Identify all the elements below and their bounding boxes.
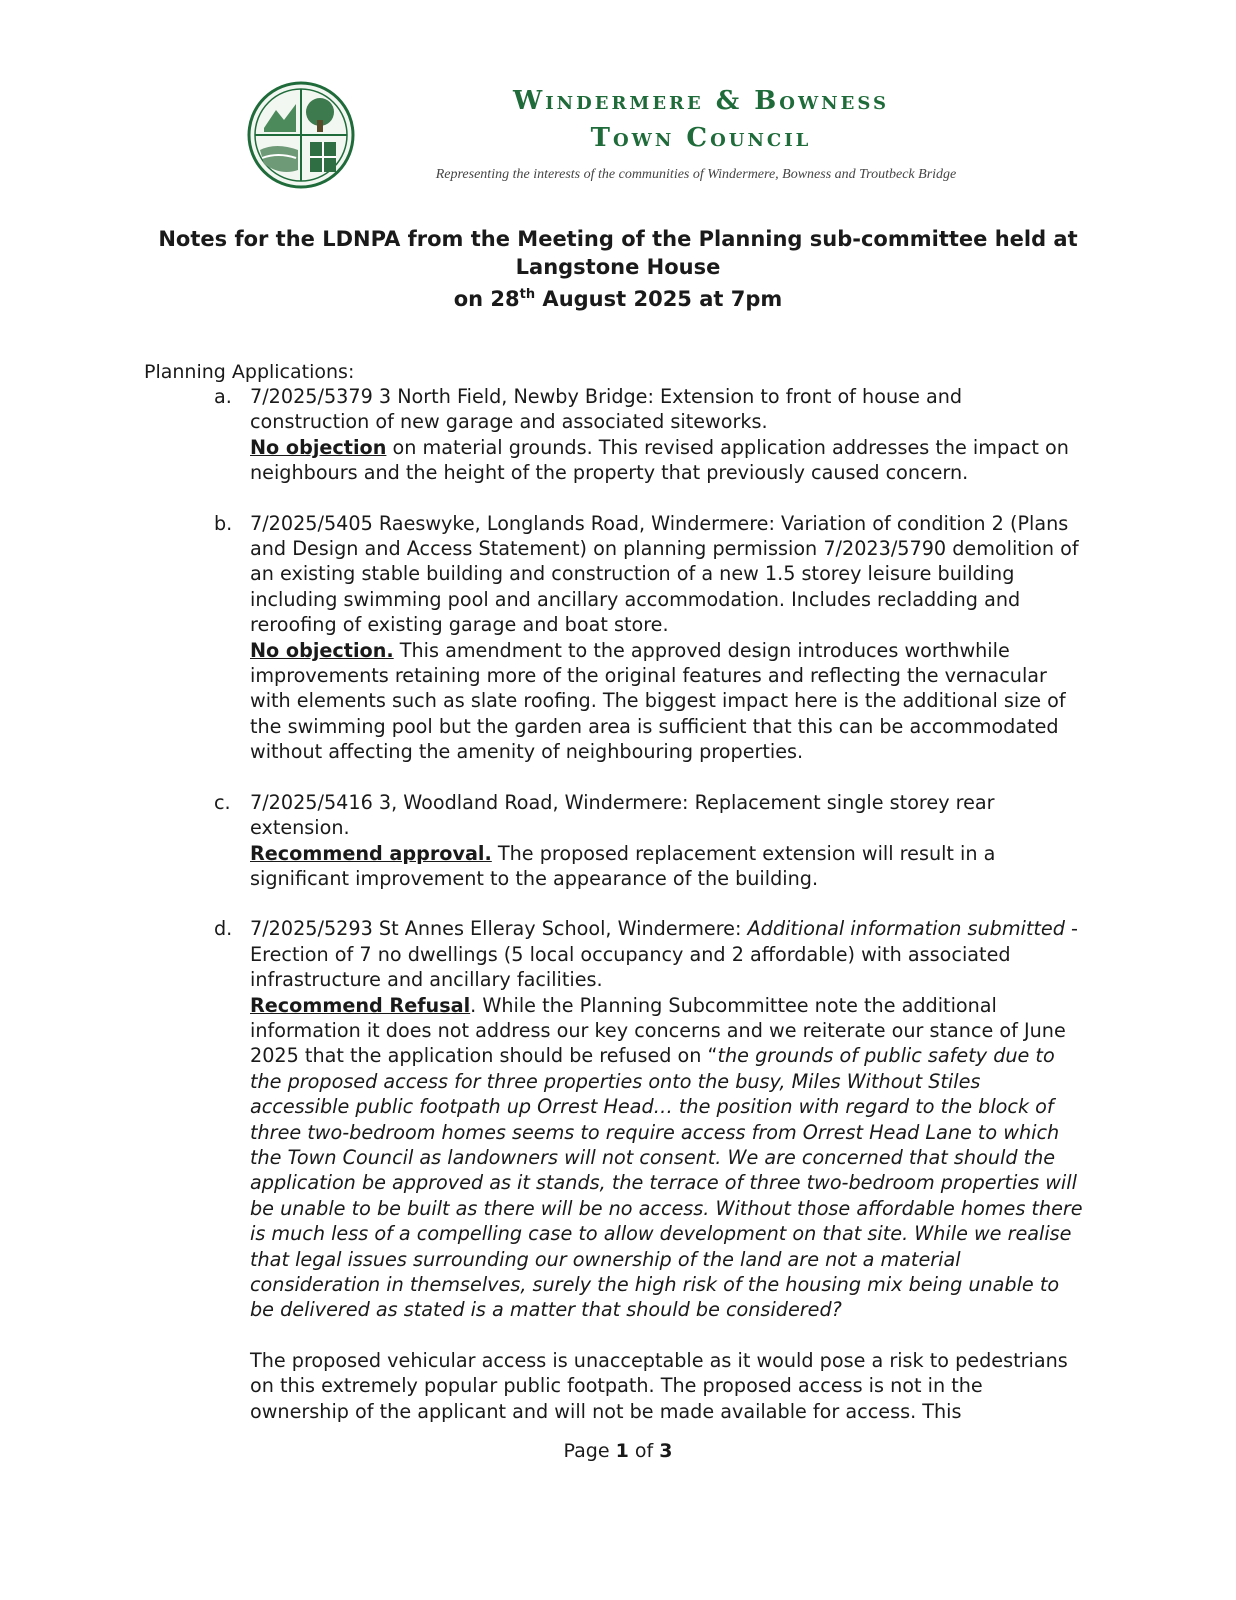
item-verdict: Recommend approval. bbox=[250, 841, 492, 865]
document-title bbox=[140, 225, 1096, 313]
item-description: 7/2025/5379 3 North Field, Newby Bridge: Extension to front of house and construction of new garage and associated siteworks. bbox=[250, 385, 963, 434]
item-comment: . While the Planning Subcommittee note the additional information it does not address our key concerns and we reiterate our stance of June 2025 that the application should be refused on “ bbox=[250, 993, 1066, 1068]
title-date-sup: th bbox=[519, 287, 536, 302]
application-item bbox=[144, 790, 1084, 892]
council-name-line2: Town Council bbox=[590, 123, 812, 153]
item-decision bbox=[250, 993, 1084, 1323]
item-letter: d. bbox=[214, 917, 233, 941]
item-verdict: No objection bbox=[250, 435, 387, 459]
item-quote: the grounds of public safety due to the proposed access for three properties onto the busy, Miles Without Stiles accessible public footpath up Orrest Head… the position with regard to the block of three two-bedroom homes seems to require access from Orrest Head Lane to which the Town Council as landowners will not consent. We are concerned that should the application be approved as it stands, the terrace of three two-bedroom properties will be unable to be built as there will be no access. Without those affordable homes there is much less of a compelling case to allow development on that site. While we realise that legal issues surrounding our ownership of the land are not a material consideration in themselves, surely the high risk of the housing mix being unable to be delivered as stated is a matter that should be considered? bbox=[250, 1044, 1083, 1322]
application-list bbox=[144, 384, 1084, 1449]
item-letter: c. bbox=[214, 790, 231, 814]
item-description bbox=[250, 916, 1084, 992]
title-line3 bbox=[140, 281, 1096, 313]
title-line2: Langstone House bbox=[515, 255, 721, 279]
council-name bbox=[421, 83, 981, 157]
title-date-post: August 2025 at 7pm bbox=[535, 287, 783, 311]
page-number: 1 bbox=[615, 1440, 629, 1462]
application-item bbox=[144, 511, 1084, 765]
item-comment: This amendment to the approved design introduces worthwhile improvements retaining more of the original features and reflecting the vernacular with elements such as slate roofing. The biggest impact here is the additional size of the swimming pool but the garden area is sufficient that this can be accommodated without affecting the amenity of neighbouring properties. bbox=[250, 638, 1066, 764]
page-footer bbox=[0, 1440, 1236, 1462]
item-comment: The proposed replacement extension will result in a significant improvement to the appearance of the building. bbox=[250, 841, 996, 890]
item-description: 7/2025/5416 3, Woodland Road, Windermere: Replacement single storey rear extension. bbox=[250, 790, 995, 840]
item-letter: a. bbox=[214, 385, 232, 408]
item-decision bbox=[250, 435, 1084, 486]
title-line1: Notes for the LDNPA from the Meeting of the Planning sub-committee held at bbox=[158, 227, 1078, 251]
page-of-label: of bbox=[628, 1440, 660, 1462]
item-verdict: No objection. bbox=[250, 638, 394, 662]
item-verdict: Recommend Refusal bbox=[250, 993, 471, 1017]
item-decision bbox=[250, 638, 1084, 765]
page-total: 3 bbox=[659, 1440, 673, 1462]
item-desc-pre: 7/2025/5293 St Annes Elleray School, Windermere: bbox=[250, 917, 748, 941]
application-item bbox=[144, 384, 1084, 486]
council-name-line1: Windermere & Bowness bbox=[513, 86, 889, 116]
title-date-pre: on 28 bbox=[453, 287, 520, 311]
council-crest-icon bbox=[246, 80, 356, 190]
item-description: 7/2025/5405 Raeswyke, Longlands Road, Windermere: Variation of condition 2 (Plans and Design and Access Statement) on planning permission 7/2023/5790 demolition of an existing stable building and construction of a new 1.5 storey leisure building including swimming pool and ancillary accommodation. Includes recladding and reroofing of existing garage and boat store. bbox=[250, 511, 1079, 637]
item-paragraph: The proposed vehicular access is unacceptable as it would pose a risk to pedestrians on this extremely popular public footpath. The proposed access is not in the ownership of the applicant and will not be made available for access. This bbox=[250, 1348, 1068, 1423]
page-label: Page bbox=[563, 1440, 616, 1462]
item-desc-post: - Erection of 7 no dwellings (5 local occupancy and 2 affordable) with associated infrastructure and ancillary facilities. bbox=[250, 917, 1078, 992]
item-desc-italic: Additional information submitted bbox=[747, 917, 1065, 941]
application-item bbox=[144, 916, 1084, 1424]
item-decision bbox=[250, 841, 1084, 892]
letterhead bbox=[246, 78, 1006, 193]
item-comment: on material grounds. This revised application addresses the impact on neighbours and the height of the property that previously caused concern. bbox=[250, 435, 1069, 485]
tagline: Representing the interests of the communities of Windermere, Bowness and Troutbeck Bridge bbox=[435, 167, 957, 182]
item-letter: b. bbox=[214, 511, 233, 535]
section-heading: Planning Applications: bbox=[144, 361, 355, 383]
